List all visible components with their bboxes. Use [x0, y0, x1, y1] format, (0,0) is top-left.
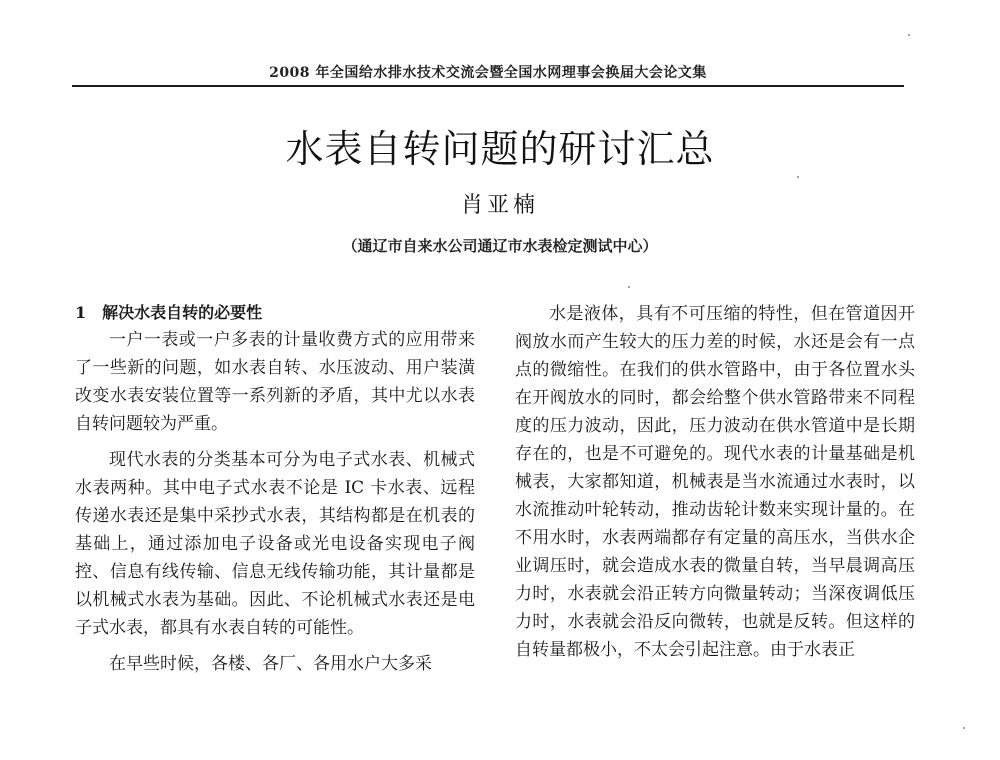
- left-column: [75, 300, 475, 678]
- paragraph: 现代水表的分类基本可分为电子式水表、机械式水表两种。其中电子式水表不论是 IC 卡水表、远程传递水表还是集中采抄式水表，其结构都是在机表的基础上，通过添加电子设备或光电设备实现电子阀控、信息有线传输、信息无线传输功能，其计量都是以机械式水表为基础。因此、不论机械式水表还是电子式水表，都具有水表自转的可能性。: [75, 450, 475, 638]
- header-rule: [72, 85, 904, 87]
- paragraph: 水是液体，具有不可压缩的特性，但在管道因开阀放水而产生较大的压力差的时候，水还是会有一点点的微缩性。在我们的供水管路中，由于各位置水头在开阀放水的同时，都会给整个供水管路带来不同程度的压力波动，因此，压力波动在供水管道中是长期存在的，也是不可避免的。现代水表的计量基础是机械表，大家都知道，机械表是当水流通过水表时，以水流推动叶轮转动，推动齿轮计数来实现计量的。在不用水时，水表两端都存有定量的高压水，当供水企业调压时，就会造成水表的微量自转，当早晨调高压力时，水表就会沿正转方向微量转动；当深夜调低压力时，水表就会沿反向微转，也就是反转。但这样的自转量都极小，不太会引起注意。由于水表正: [515, 304, 915, 660]
- running-header: 2008 年全国给水排水技术交流会暨全国水网理事会换届大会论文集: [269, 65, 707, 81]
- scan-speck: [963, 727, 965, 729]
- section-heading: 1 解决水表自转的必要性: [75, 303, 263, 322]
- scan-speck: [908, 34, 910, 36]
- right-column: [515, 300, 915, 664]
- scan-speck: [797, 176, 799, 178]
- article-title: 水表自转问题的研讨汇总: [285, 127, 715, 171]
- scan-speck: [628, 286, 630, 288]
- paragraph: 在早些时候，各楼、各厂、各用水户大多采: [109, 654, 432, 674]
- article-affiliation: （通辽市自来水公司通辽市水表检定测试中心）: [342, 237, 658, 255]
- article-author: 肖亚楠: [460, 193, 539, 218]
- paragraph: 一户一表或一户多表的计量收费方式的应用带来了一些新的问题，如水表自转、水压波动、用户装潢改变水表安装位置等一系列新的矛盾，其中尤以水表自转问题较为严重。: [75, 330, 475, 434]
